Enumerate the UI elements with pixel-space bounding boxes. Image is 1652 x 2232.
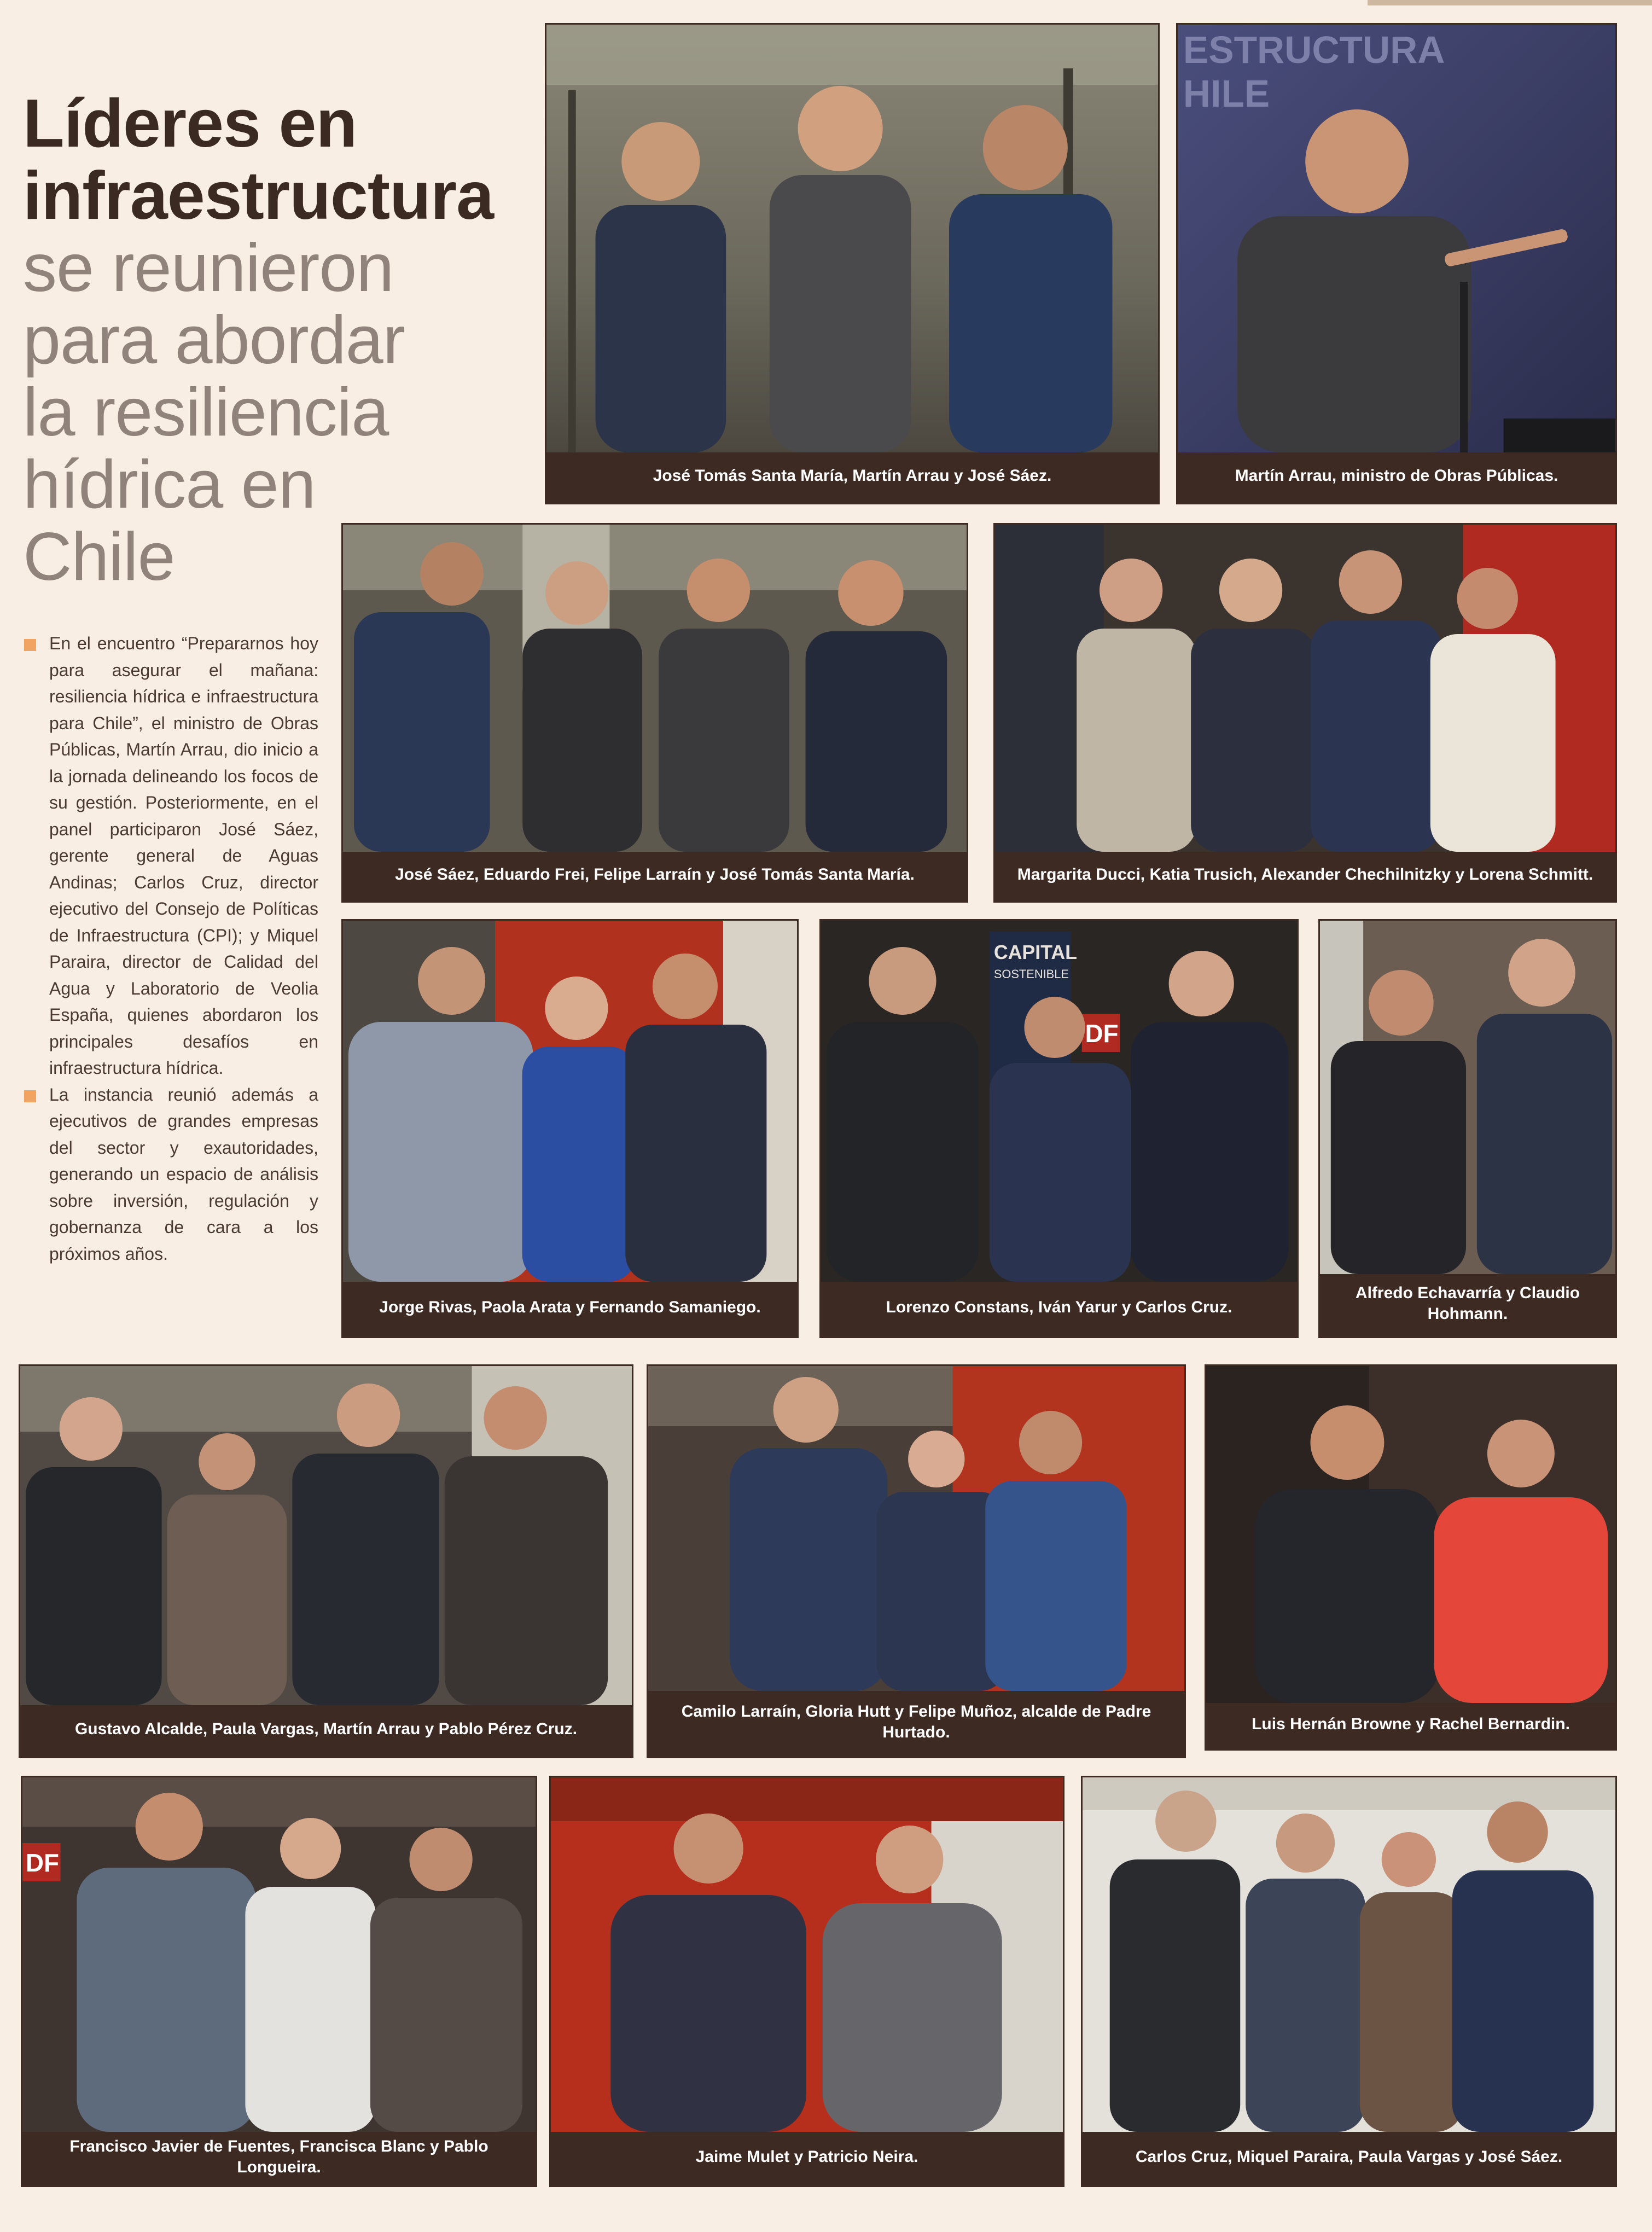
photo-caption: José Tomás Santa María, Martín Arrau y José Sáez. [653,467,1052,485]
group-photo [1206,1366,1615,1703]
group-photo [995,525,1615,852]
body-paragraph [23,1082,318,1268]
group-photo [22,1777,536,2132]
headline-light-line: se reunieron [23,230,394,306]
photo-caption: Alfredo Echavarría y Claudio Hohmann. [1355,1284,1580,1323]
photo-caption: Luis Hernán Browne y Rachel Bernardin. [1252,1715,1570,1733]
group-photo [551,1777,1063,2132]
group-photo [1320,921,1615,1274]
square-bullet-icon [24,639,36,651]
photo-card [1205,1364,1617,1751]
article-body [23,630,318,1267]
body-paragraph [23,630,318,1082]
photo-card [1318,919,1617,1338]
photo-card [19,1364,633,1758]
headline-bold-line: Líderes en [23,86,357,161]
group-photo [343,921,797,1282]
photo-card [341,919,799,1338]
capital-sostenible-text: SOSTENIBLE [993,967,1069,981]
headline-light-line: hídrica en [23,447,316,522]
headline-light-line: Chile [23,519,175,595]
photo-caption: Carlos Cruz, Miquel Paraira, Paula Vargas y José Sáez. [1135,2148,1563,2166]
group-photo [1083,1777,1615,2132]
photo-caption: Lorenzo Constans, Iván Yarur y Carlos Cruz. [886,1298,1232,1316]
df-logo: DF [25,1848,59,1878]
backdrop-text: ESTRUCTURA [1183,28,1445,72]
square-bullet-icon [24,1090,36,1102]
top-accent-bar [1368,0,1652,5]
group-photo [648,1366,1184,1691]
headline-bold-line: infraestructura [23,158,494,234]
group-photo [821,921,1297,1282]
photo-caption: Margarita Ducci, Katia Trusich, Alexander Chechilnitzky y Lorena Schmitt. [1017,865,1593,884]
speaker-photo [1178,25,1615,452]
photo-card [341,523,968,903]
photo-card [1081,1776,1617,2187]
photo-card [21,1776,537,2187]
backdrop-text: HILE [1183,72,1270,115]
group-photo [20,1366,632,1705]
group-photo [343,525,967,852]
body-paragraph-text: La instancia reunió además a ejecutivos de grandes empresas del sector y exautoridades, generando un espacio de análisis sobre inversión, regulación y gobernanza de cara a los próximos años. [49,1084,318,1264]
capital-sostenible-text: CAPITAL [993,941,1078,964]
photo-caption: Jorge Rivas, Paola Arata y Fernando Samaniego. [379,1298,761,1316]
photo-card [819,919,1299,1338]
headline-light-line: para abordar [23,303,405,378]
headline [23,88,515,593]
body-paragraph-text: En el encuentro “Prepararnos hoy para asegurar el mañana: resiliencia hídrica e infraestructura para Chile”, el ministro de Obras Públicas, Martín Arrau, dio inicio a la jornada delineando los focos de su gestión. Posteriormente, en el panel participaron José Sáez, gerente general de Aguas Andinas; Carlos Cruz, director ejecutivo del Consejo de Políticas de Infraestructura (CPI); y Miquel Paraira, director de Calidad del Agua y Laboratorio de Veolia España, quienes abordaron los principales desafíos en infraestructura hídrica. [49,633,318,1078]
photo-caption: José Sáez, Eduardo Frei, Felipe Larraín y José Tomás Santa María. [395,865,915,884]
photo-caption: Martín Arrau, ministro de Obras Públicas. [1235,467,1558,485]
headline-light-line: la resiliencia [23,375,389,450]
photo-card [993,523,1617,903]
photo-card [1176,23,1617,504]
group-photo [546,25,1158,452]
photo-caption: Camilo Larraín, Gloria Hutt y Felipe Muñoz, alcalde de Padre Hurtado. [681,1702,1151,1741]
photo-caption: Francisco Javier de Fuentes, Francisca Blanc y Pablo Longueira. [69,2137,488,2176]
photo-card [549,1776,1065,2187]
photo-caption: Gustavo Alcalde, Paula Vargas, Martín Arrau y Pablo Pérez Cruz. [74,1720,578,1738]
photo-card [545,23,1160,504]
photo-caption: Jaime Mulet y Patricio Neira. [695,2148,918,2166]
photo-card [647,1364,1186,1758]
df-logo: DF [1085,1019,1119,1048]
